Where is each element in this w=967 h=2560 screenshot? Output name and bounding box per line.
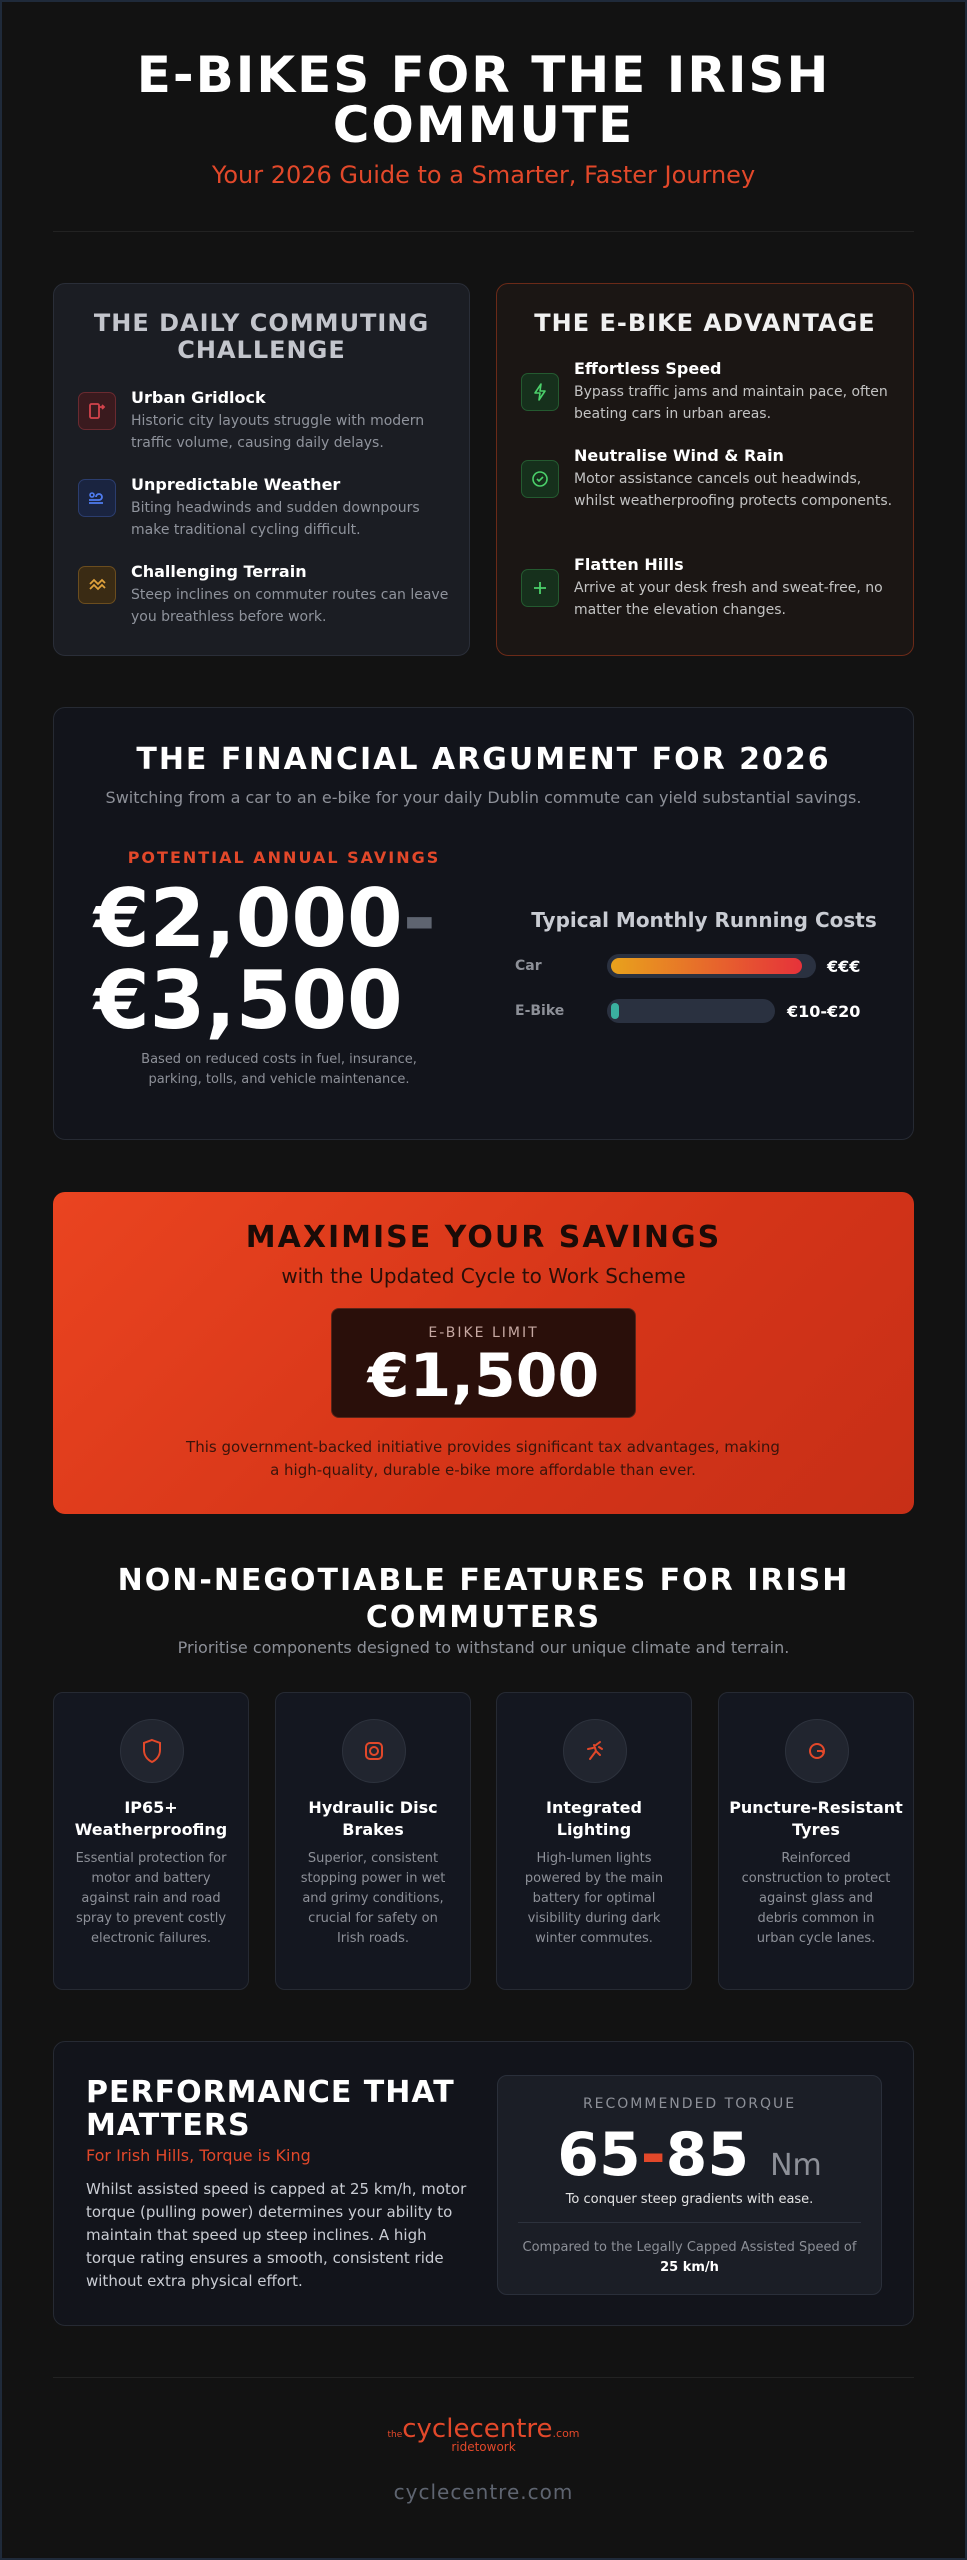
cost-label-car: Car bbox=[515, 958, 542, 974]
challenge-item bbox=[78, 475, 449, 541]
feature-desc: Essential protection for motor and battery against rain and road spray to prevent costly electronic failures. bbox=[75, 1851, 227, 1946]
advantage-item-desc: Motor assistance cancels out headwinds, whilst weatherproofing protects components. bbox=[574, 471, 893, 509]
challenge-item bbox=[78, 562, 449, 628]
savings-range bbox=[94, 872, 514, 1047]
lightning-icon bbox=[521, 373, 559, 411]
feature-card bbox=[718, 1692, 914, 1990]
terrain-icon bbox=[78, 566, 116, 604]
features-subheading: Prioritise components designed to withstand our unique climate and terrain. bbox=[177, 1638, 790, 1657]
logo-the: the bbox=[387, 2430, 403, 2440]
advantage-item-desc: Bypass traffic jams and maintain pace, often beating cars in urban areas. bbox=[574, 384, 888, 422]
wind-icon bbox=[78, 479, 116, 517]
challenge-item bbox=[78, 388, 449, 454]
challenge-item-desc: Biting headwinds and sudden downpours make traditional cycling difficult. bbox=[131, 500, 420, 538]
feature-title: IP65+ Weatherproofing bbox=[74, 1798, 228, 1839]
performance-subheading: For Irish Hills, Torque is King bbox=[86, 2146, 311, 2165]
limit-box bbox=[331, 1308, 636, 1418]
savings-low: €2,000 bbox=[94, 872, 403, 965]
torque-subtext: To conquer steep gradients with ease. bbox=[565, 2192, 814, 2207]
feature-desc: Reinforced construction to protect against glass and debris common in urban cycle lanes. bbox=[741, 1851, 891, 1946]
feature-title: Integrated Lighting bbox=[546, 1798, 642, 1839]
footer-url[interactable]: cyclecentre.com bbox=[393, 2480, 574, 2504]
challenge-item-title: Urban Gridlock bbox=[131, 388, 266, 407]
divider bbox=[53, 2377, 914, 2378]
cost-bar-ebike bbox=[607, 999, 775, 1023]
feature-desc: Superior, consistent stopping power in wet and grimy conditions, crucial for safety on Irish roads. bbox=[300, 1851, 446, 1946]
cost-value-car: €€€ bbox=[827, 957, 861, 976]
advantage-item bbox=[521, 446, 893, 512]
feature-card bbox=[53, 1692, 249, 1990]
challenge-item-desc: Historic city layouts struggle with modern traffic volume, causing daily delays. bbox=[131, 413, 425, 451]
challenge-heading: THE DAILY COMMUTING CHALLENGE bbox=[93, 309, 430, 364]
scheme-subheading: with the Updated Cycle to Work Scheme bbox=[281, 1264, 686, 1288]
challenge-item-title: Challenging Terrain bbox=[131, 562, 307, 581]
compare-label: Compared to the Legally Capped Assisted Speed of bbox=[522, 2240, 857, 2255]
torque-high: 85 bbox=[665, 2120, 750, 2190]
advantage-item-title: Effortless Speed bbox=[574, 359, 722, 378]
limit-label: E-BIKE LIMIT bbox=[428, 1325, 539, 1341]
savings-label: POTENTIAL ANNUAL SAVINGS bbox=[127, 848, 441, 867]
cost-label-ebike: E-Bike bbox=[515, 1003, 565, 1019]
cost-bar-ebike-fill bbox=[611, 1003, 619, 1019]
savings-dash: - bbox=[402, 872, 436, 965]
performance-heading: PERFORMANCE THAT MATTERS bbox=[86, 2075, 455, 2143]
divider bbox=[53, 231, 914, 232]
feature-desc: High-lumen lights powered by the main battery for optimal visibility during dark winter commutes. bbox=[524, 1851, 664, 1946]
feature-card bbox=[275, 1692, 471, 1990]
brand-logo[interactable] bbox=[360, 2414, 607, 2454]
page-subtitle: Your 2026 Guide to a Smarter, Faster Journey bbox=[211, 161, 756, 189]
savings-high: €3,500 bbox=[94, 954, 403, 1047]
advantage-item-desc: Arrive at your desk fresh and sweat-free, no matter the elevation changes. bbox=[574, 580, 883, 618]
scheme-desc: This government-backed initiative provides significant tax advantages, making a high-quality, durable e-bike more affordable than ever. bbox=[186, 1438, 780, 1479]
logo-com: .com bbox=[552, 2427, 580, 2440]
financial-heading: THE FINANCIAL ARGUMENT FOR 2026 bbox=[136, 742, 831, 777]
torque-low: 65 bbox=[557, 2120, 641, 2190]
plus-icon bbox=[521, 569, 559, 607]
torque-value bbox=[498, 2120, 881, 2190]
shield-icon bbox=[120, 1719, 184, 1783]
logo-main: cyclecentre bbox=[402, 2414, 553, 2444]
advantage-card bbox=[496, 283, 914, 656]
disc-brake-icon bbox=[342, 1719, 406, 1783]
challenge-item-desc: Steep inclines on commuter routes can leave you breathless before work. bbox=[131, 587, 449, 625]
compare-value: 25 km/h bbox=[660, 2260, 719, 2275]
torque-box bbox=[497, 2075, 882, 2295]
torque-label: RECOMMENDED TORQUE bbox=[582, 2096, 797, 2112]
feature-title: Hydraulic Disc Brakes bbox=[308, 1798, 438, 1839]
advantage-heading: THE E-BIKE ADVANTAGE bbox=[534, 309, 876, 337]
financial-subheading: Switching from a car to an e-bike for your daily Dublin commute can yield substantial savings. bbox=[105, 788, 862, 807]
financial-section bbox=[53, 707, 914, 1140]
cost-bar-car-fill bbox=[611, 958, 802, 974]
features-heading: NON-NEGOTIABLE FEATURES FOR IRISH COMMUTERS bbox=[117, 1563, 850, 1635]
challenge-card bbox=[53, 283, 470, 656]
light-icon bbox=[563, 1719, 627, 1783]
advantage-item bbox=[521, 555, 893, 621]
scheme-section bbox=[53, 1192, 914, 1514]
check-circle-icon bbox=[521, 460, 559, 498]
torque-dash: - bbox=[640, 2120, 666, 2190]
advantage-item-title: Flatten Hills bbox=[574, 555, 684, 574]
cost-bar-car bbox=[607, 954, 816, 978]
torque-unit: Nm bbox=[770, 2148, 822, 2183]
performance-section bbox=[53, 2041, 914, 2326]
costs-heading: Typical Monthly Running Costs bbox=[531, 908, 877, 932]
feature-title: Puncture-Resistant Tyres bbox=[729, 1798, 903, 1839]
challenge-item-title: Unpredictable Weather bbox=[131, 475, 341, 494]
logo-tagline: ridetowork bbox=[451, 2440, 516, 2454]
divider bbox=[518, 2222, 861, 2223]
traffic-icon bbox=[78, 392, 116, 430]
cost-value-ebike: €10-€20 bbox=[787, 1002, 861, 1021]
scheme-heading: MAXIMISE YOUR SAVINGS bbox=[245, 1220, 722, 1255]
tyre-icon bbox=[785, 1719, 849, 1783]
feature-card bbox=[496, 1692, 692, 1990]
advantage-item-title: Neutralise Wind & Rain bbox=[574, 446, 784, 465]
compare-text bbox=[518, 2238, 861, 2278]
savings-note: Based on reduced costs in fuel, insurance, parking, tolls, and vehicle maintenance. bbox=[141, 1052, 417, 1087]
limit-value: €1,500 bbox=[367, 1341, 600, 1411]
performance-desc: Whilst assisted speed is capped at 25 km/h, motor torque (pulling power) determines your ability to maintain that speed up steep inclines. A high torque rating ensures a smooth, consistent ride without extra physical effort. bbox=[86, 2180, 467, 2290]
page-title: E-BIKES FOR THE IRISH COMMUTE bbox=[136, 46, 831, 154]
advantage-item bbox=[521, 359, 893, 425]
